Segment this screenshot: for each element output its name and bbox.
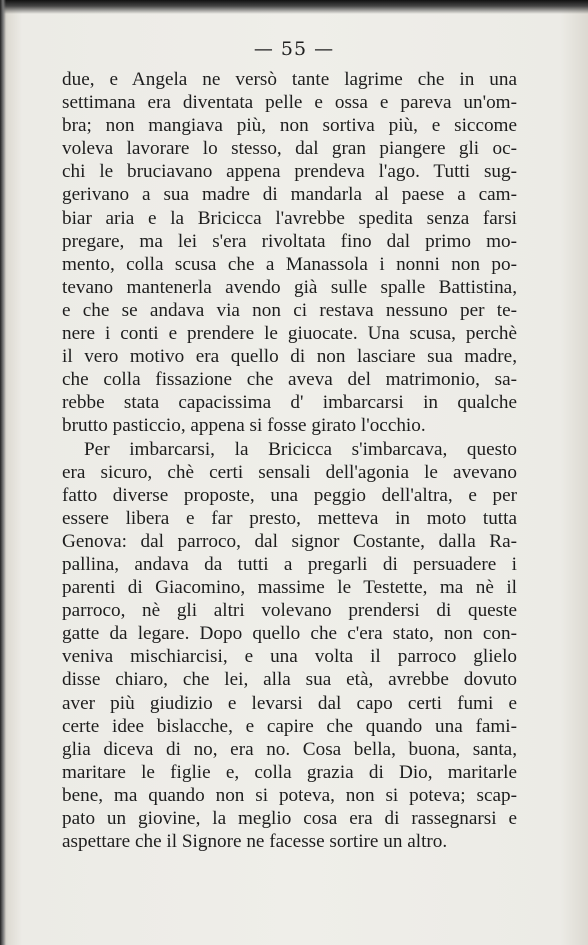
text-line: Per imbarcarsi, la Bricicca s'imbarcava, questo	[84, 438, 517, 460]
page-binding-shadow	[0, 0, 6, 945]
text-line: due, e Angela ne versò tante lagrime che in una	[62, 69, 517, 90]
text-line: pregare, ma lei s'era rivoltata fino dal primo mo-	[62, 230, 517, 252]
text-line: Genova: dal parroco, dal signor Costante, dalla Ra-	[62, 530, 517, 552]
text-line: fatto diverse proposte, una peggio dell'altra, e per	[62, 484, 517, 506]
paragraph-1	[62, 68, 517, 438]
text-line: pallina, andava da tutti a pregarli di persuadere i	[62, 553, 517, 575]
text-line: bra; non mangiava più, non sortiva più, e siccome	[62, 115, 517, 137]
text-line: il vero motivo era quello di non lasciare sua madre,	[62, 346, 517, 368]
text-line: settimana era diventata pelle e ossa e pareva un'om-	[62, 92, 517, 114]
text-line: voleva lavorare lo stesso, dal gran piangere gli oc-	[62, 138, 517, 160]
text-line: e che se andava via non ci restava nessuno per te-	[62, 299, 517, 321]
body-text	[62, 68, 517, 853]
text-line: parenti di Giacomino, massime le Testette, ma nè il	[62, 577, 517, 599]
text-line: parroco, nè gli altri volevano prendersi di queste	[62, 600, 517, 622]
text-line: bene, ma quando non si poteva, non si poteva; scap-	[62, 784, 517, 806]
text-line: gatte da legare. Dopo quello che c'era stato, non con-	[62, 623, 517, 645]
text-line: aspettare che il Signore ne facesse sortire un altro.	[62, 831, 448, 853]
paragraph-2	[62, 438, 517, 854]
text-line: che colla fissazione che aveva del matrimonio, sa-	[62, 369, 517, 391]
text-line: pato un giovine, la meglio cosa era di rassegnarsi e	[62, 808, 517, 829]
text-line: certe idee bislacche, e capire che quando una fami-	[62, 715, 517, 737]
text-line: maritare le figlie e, colla grazia di Dio, maritarle	[62, 761, 517, 783]
text-line: brutto pasticcio, appena si fosse girato l'occhio.	[62, 415, 426, 437]
text-line: mento, colla scusa che a Manassola i nonni non po-	[62, 253, 517, 275]
page-top-shadow	[0, 0, 588, 14]
text-line: tevano mantenerla avendo già sulle spalle Battistina,	[62, 276, 517, 298]
text-line: veniva mischiarcisi, e una volta il parroco glielo	[62, 646, 517, 668]
text-line: aver più giudizio e levarsi dal capo certi fumi e	[62, 692, 517, 714]
page-number: — 55 —	[253, 38, 335, 60]
text-line: chi le bruciavano appena prendeva l'ago. Tutti sug-	[62, 161, 517, 183]
text-line: nere i conti e prendere le giuocate. Una scusa, perchè	[62, 323, 517, 345]
text-line: rebbe stata capacissima d' imbarcarsi in qualche	[62, 392, 517, 414]
text-line: era sicuro, chè certi sensali dell'agonia le avevano	[62, 461, 517, 483]
text-line: disse chiaro, che lei, alla sua età, avrebbe dovuto	[62, 669, 517, 691]
text-line: essere libera e far presto, metteva in moto tutta	[62, 507, 517, 529]
text-line: glia diceva di no, era no. Cosa bella, buona, santa,	[62, 738, 517, 760]
text-line: biar aria e la Bricicca l'avrebbe spedita senza farsi	[62, 207, 517, 229]
text-line: gerivano a sua madre di mandarla al paese a cam-	[62, 184, 517, 206]
